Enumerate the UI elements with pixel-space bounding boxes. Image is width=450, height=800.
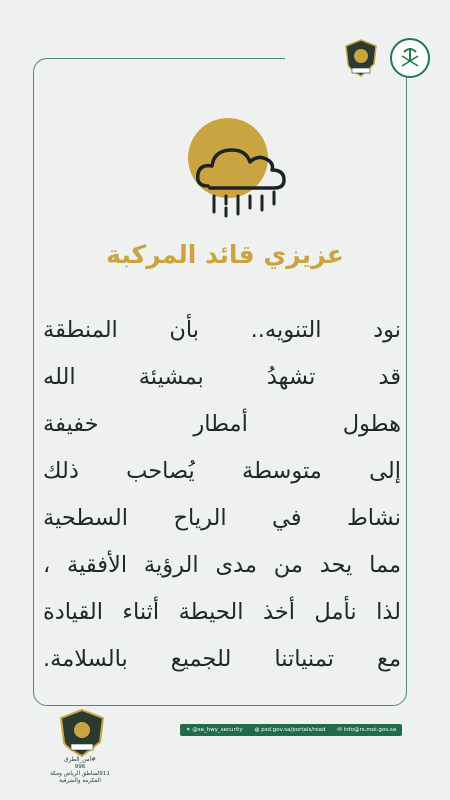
globe-icon: ◍ [254,727,262,733]
ministry-emblem [390,38,430,78]
email-text: info@rs.moi.gov.sa [343,727,397,733]
contact-footer [180,724,402,736]
highway-security-badge [57,708,107,758]
notice-line: قد تشهدُ بمشيئة الله [43,364,401,390]
badge-regions-1: 911لمناطق الرياض ومكة [50,771,110,777]
website-link[interactable] [255,727,326,733]
notice-line: نود التنويه.. بأن المنطقة [43,317,401,343]
badge-number: 996 [74,764,86,770]
rain-cloud-icon [184,114,304,224]
email-link[interactable] [337,727,396,733]
badge-regions-2: المكرمة والشرقية [59,778,101,784]
notice-line: مع تمنياتنا للجميع بالسلامة. [43,646,401,672]
website-text: psd.gov.sa/portals/road [261,727,326,733]
header-logos [342,38,430,78]
twitter-text: @sa_hwy_security [192,727,243,733]
twitter-icon: ✦ [185,727,193,733]
badge-hashtag: #أمن_الطرق [64,757,96,763]
notice-body [43,307,401,683]
notice-line: مما يحد من مدى الرؤية الأفقية ، [43,552,401,578]
notice-line: لذا نأمل أخذ الحيطة أثناء القيادة [43,599,401,625]
notice-line: نشاط في الرياح السطحية [43,505,401,531]
twitter-handle[interactable] [186,727,243,733]
badge-caption [30,757,130,785]
notice-line: هطول أمطار خفيفة [43,411,401,437]
mail-icon: ✉ [337,727,344,733]
page-title: عزيزي قائد المركبة [106,240,344,269]
notice-line: إلى متوسطة يُصاحب ذلك [43,458,401,484]
security-police-emblem [342,38,380,78]
